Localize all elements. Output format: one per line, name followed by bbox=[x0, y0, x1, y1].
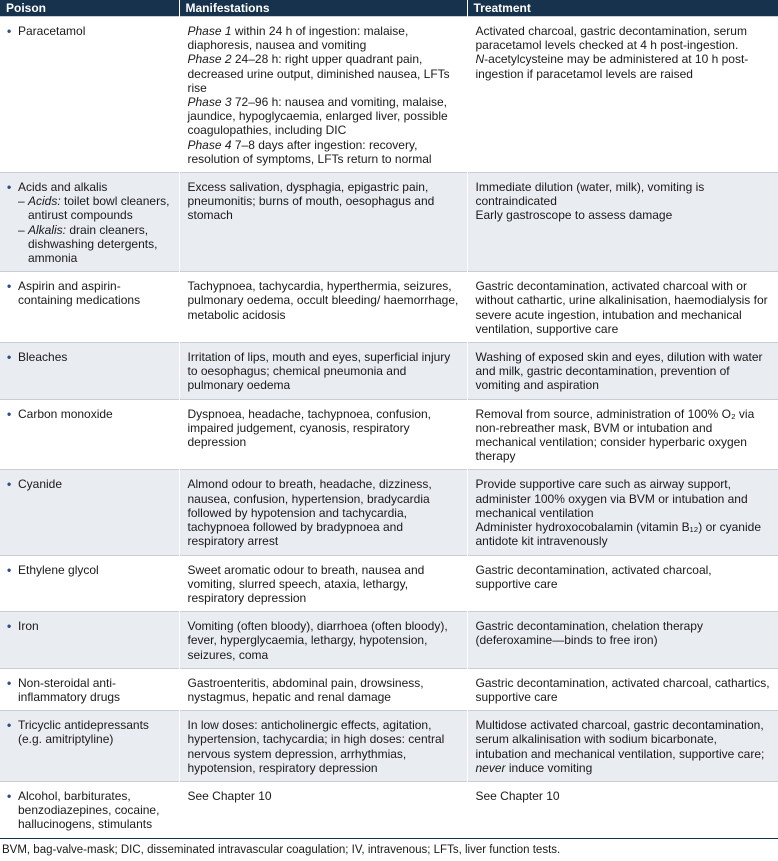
table-row bbox=[0, 272, 778, 343]
bullet-icon: • bbox=[7, 24, 12, 38]
phase-text: 72–96 h: nausea and vomiting, malaise, jaundice, hypoglycaemia, enlarged liver, possible coagulopathies, including DIC bbox=[187, 95, 448, 138]
manifestations-cell: Dyspnoea, headache, tachypnoea, confusion, impaired judgement, cyanosis, respiratory depression bbox=[179, 399, 467, 470]
table-row bbox=[0, 470, 778, 555]
poison-name: Paracetamol bbox=[18, 24, 86, 38]
treatment-text: Provide supportive care such as airway support, administer 100% oxygen via BVM or intubation and mechanical ventilation bbox=[475, 477, 748, 520]
table-row bbox=[0, 173, 778, 272]
dash-icon: – bbox=[18, 194, 25, 209]
header-treatment: Treatment bbox=[467, 0, 778, 17]
bullet-icon: • bbox=[7, 406, 12, 421]
sub-label: Alkalis: bbox=[28, 222, 67, 237]
sub-text: toilet bowl cleaners, antirust compounds bbox=[28, 194, 170, 223]
poison-name: Aspirin and aspirin-containing medications bbox=[18, 279, 141, 308]
table-header bbox=[0, 0, 778, 17]
treatment-cell: Gastric decontamination, activated charcoal, cathartics, supportive care bbox=[467, 668, 778, 710]
poison-cell bbox=[0, 612, 179, 669]
header-poison: Poison bbox=[0, 0, 179, 17]
treatment-italic: never bbox=[475, 760, 506, 775]
treatment-text: Administer hydroxocobalamin (vitamin B₁₂) or cyanide antidote kit intravenously bbox=[475, 520, 761, 549]
treatment-italic: N bbox=[475, 52, 485, 67]
table-footnote: BVM, bag-valve-mask; DIC, disseminated intravascular coagulation; IV, intravenous; LFTs, liver function tests. bbox=[0, 838, 778, 861]
manifestations-cell: In low doses: anticholinergic effects, agitation, hypertension, tachycardia; in high doses: central nervous system depression, arrhythmias, hypotension, respiratory depression bbox=[179, 711, 467, 782]
bullet-icon: • bbox=[7, 788, 12, 803]
phase-label: Phase 3 bbox=[187, 95, 232, 110]
manifestations-cell: Vomiting (often bloody), diarrhoea (often bloody), fever, hyperglycaemia, lethargy, hypotension, seizures, coma bbox=[179, 612, 467, 669]
treatment-text: Activated charcoal, gastric decontamination, serum paracetamol levels checked at 4 h post-ingestion. bbox=[475, 24, 747, 53]
sub-label: Acids: bbox=[28, 194, 61, 209]
treatment-text: induce vomiting bbox=[505, 760, 593, 775]
table-row bbox=[0, 555, 778, 612]
poison-name: Cyanide bbox=[18, 477, 63, 492]
bullet-icon: • bbox=[7, 477, 12, 492]
poison-cell bbox=[0, 781, 179, 837]
poison-cell bbox=[0, 17, 179, 173]
bullet-icon: • bbox=[7, 279, 12, 294]
table-row bbox=[0, 612, 778, 669]
bullet-icon: • bbox=[7, 718, 12, 733]
treatment-text: Multidose activated charcoal, gastric decontamination, serum alkalinisation with sodium bicarbonate, intubation and mechanical ventilation, supportive care; bbox=[475, 718, 765, 761]
manifestations-cell: Almond odour to breath, headache, dizziness, nausea, confusion, hypertension, bradycardia followed by hypotension and tachycardia, tachypnoea followed by bradypnoea and respiratory arrest bbox=[179, 470, 467, 555]
manifestations-cell: Gastroenteritis, abdominal pain, drowsiness, nystagmus, hepatic and renal damage bbox=[179, 668, 467, 710]
dash-icon: – bbox=[18, 222, 25, 237]
bullet-icon: • bbox=[7, 675, 12, 690]
treatment-cell bbox=[467, 17, 778, 173]
phase-text: 24–28 h: right upper quadrant pain, decreased urine output, diminished nausea, LFTs rise bbox=[187, 52, 450, 95]
table-row bbox=[0, 668, 778, 710]
phase-text: within 24 h of ingestion: malaise, diaphoresis, nausea and vomiting bbox=[187, 24, 409, 53]
poison-name: Carbon monoxide bbox=[18, 406, 113, 421]
poison-cell bbox=[0, 343, 179, 400]
poison-name: Bleaches bbox=[18, 350, 68, 365]
table-row bbox=[0, 399, 778, 470]
poison-name: Alcohol, barbiturates, benzodiazepines, cocaine, hallucinogens, stimulants bbox=[18, 788, 160, 832]
treatment-cell: Removal from source, administration of 100% O₂ via non-rebreather mask, BVM or intubation and mechanical ventilation; consider hyperbaric oxygen therapy bbox=[467, 399, 778, 470]
manifestations-cell bbox=[179, 17, 467, 173]
poison-cell bbox=[0, 173, 179, 272]
bullet-icon: • bbox=[7, 562, 12, 577]
treatment-cell: Gastric decontamination, chelation therapy (deferoxamine—binds to free iron) bbox=[467, 612, 778, 669]
bullet-icon: • bbox=[7, 180, 12, 195]
poison-name: Tricyclic antidepressants (e.g. amitriptyline) bbox=[18, 718, 149, 747]
poison-cell bbox=[0, 555, 179, 612]
manifestations-cell: Tachypnoea, tachycardia, hyperthermia, seizures, pulmonary oedema, occult bleeding/ haemorrhage, metabolic acidosis bbox=[179, 272, 467, 343]
poison-name: Acids and alkalis bbox=[18, 180, 108, 195]
phase-text: 7–8 days after ingestion: recovery, resolution of symptoms, LFTs return to normal bbox=[187, 137, 432, 166]
treatment-text: Immediate dilution (water, milk), vomiting is contraindicated bbox=[475, 180, 705, 209]
poison-cell bbox=[0, 470, 179, 555]
poison-name: Non-steroidal anti-inflammatory drugs bbox=[18, 675, 121, 704]
poison-name: Ethylene glycol bbox=[18, 562, 99, 577]
poison-cell bbox=[0, 272, 179, 343]
sub-text: drain cleaners, dishwashing detergents, ammonia bbox=[28, 222, 158, 266]
table-row bbox=[0, 781, 778, 837]
phase-label: Phase 1 bbox=[187, 24, 232, 38]
treatment-cell: Gastric decontamination, activated charcoal, supportive care bbox=[467, 555, 778, 612]
treatment-text: -acetylcysteine may be administered at 10 h post-ingestion if paracetamol levels are raised bbox=[475, 52, 749, 81]
poison-cell bbox=[0, 399, 179, 470]
poison-cell bbox=[0, 668, 179, 710]
phase-label: Phase 4 bbox=[187, 137, 232, 152]
treatment-cell: Washing of exposed skin and eyes, dilution with water and milk, gastric decontamination, prevention of vomiting and aspiration bbox=[467, 343, 778, 400]
treatment-cell bbox=[467, 173, 778, 272]
treatment-text: Early gastroscope to assess damage bbox=[475, 208, 673, 223]
manifestations-cell: Sweet aromatic odour to breath, nausea and vomiting, slurred speech, ataxia, lethargy, respiratory depression bbox=[179, 555, 467, 612]
bullet-icon: • bbox=[7, 619, 12, 634]
table-row bbox=[0, 17, 778, 173]
header-manifestations: Manifestations bbox=[179, 0, 467, 17]
treatment-cell bbox=[467, 470, 778, 555]
table-row bbox=[0, 711, 778, 782]
manifestations-cell: See Chapter 10 bbox=[179, 781, 467, 837]
treatment-cell: Gastric decontamination, activated charcoal with or without cathartic, urine alkalinisation, haemodialysis for severe acute ingestion, intubation and mechanical ventilation, supportive care bbox=[467, 272, 778, 343]
phase-label: Phase 2 bbox=[187, 52, 232, 67]
treatment-cell bbox=[467, 711, 778, 782]
table-row bbox=[0, 343, 778, 400]
poison-name: Iron bbox=[18, 619, 39, 634]
treatment-cell: See Chapter 10 bbox=[467, 781, 778, 837]
poison-cell bbox=[0, 711, 179, 782]
bullet-icon: • bbox=[7, 350, 12, 365]
manifestations-cell: Irritation of lips, mouth and eyes, superficial injury to oesophagus; chemical pneumonia and pulmonary oedema bbox=[179, 343, 467, 400]
manifestations-cell: Excess salivation, dysphagia, epigastric pain, pneumonitis; burns of mouth, oesophagus and stomach bbox=[179, 173, 467, 272]
